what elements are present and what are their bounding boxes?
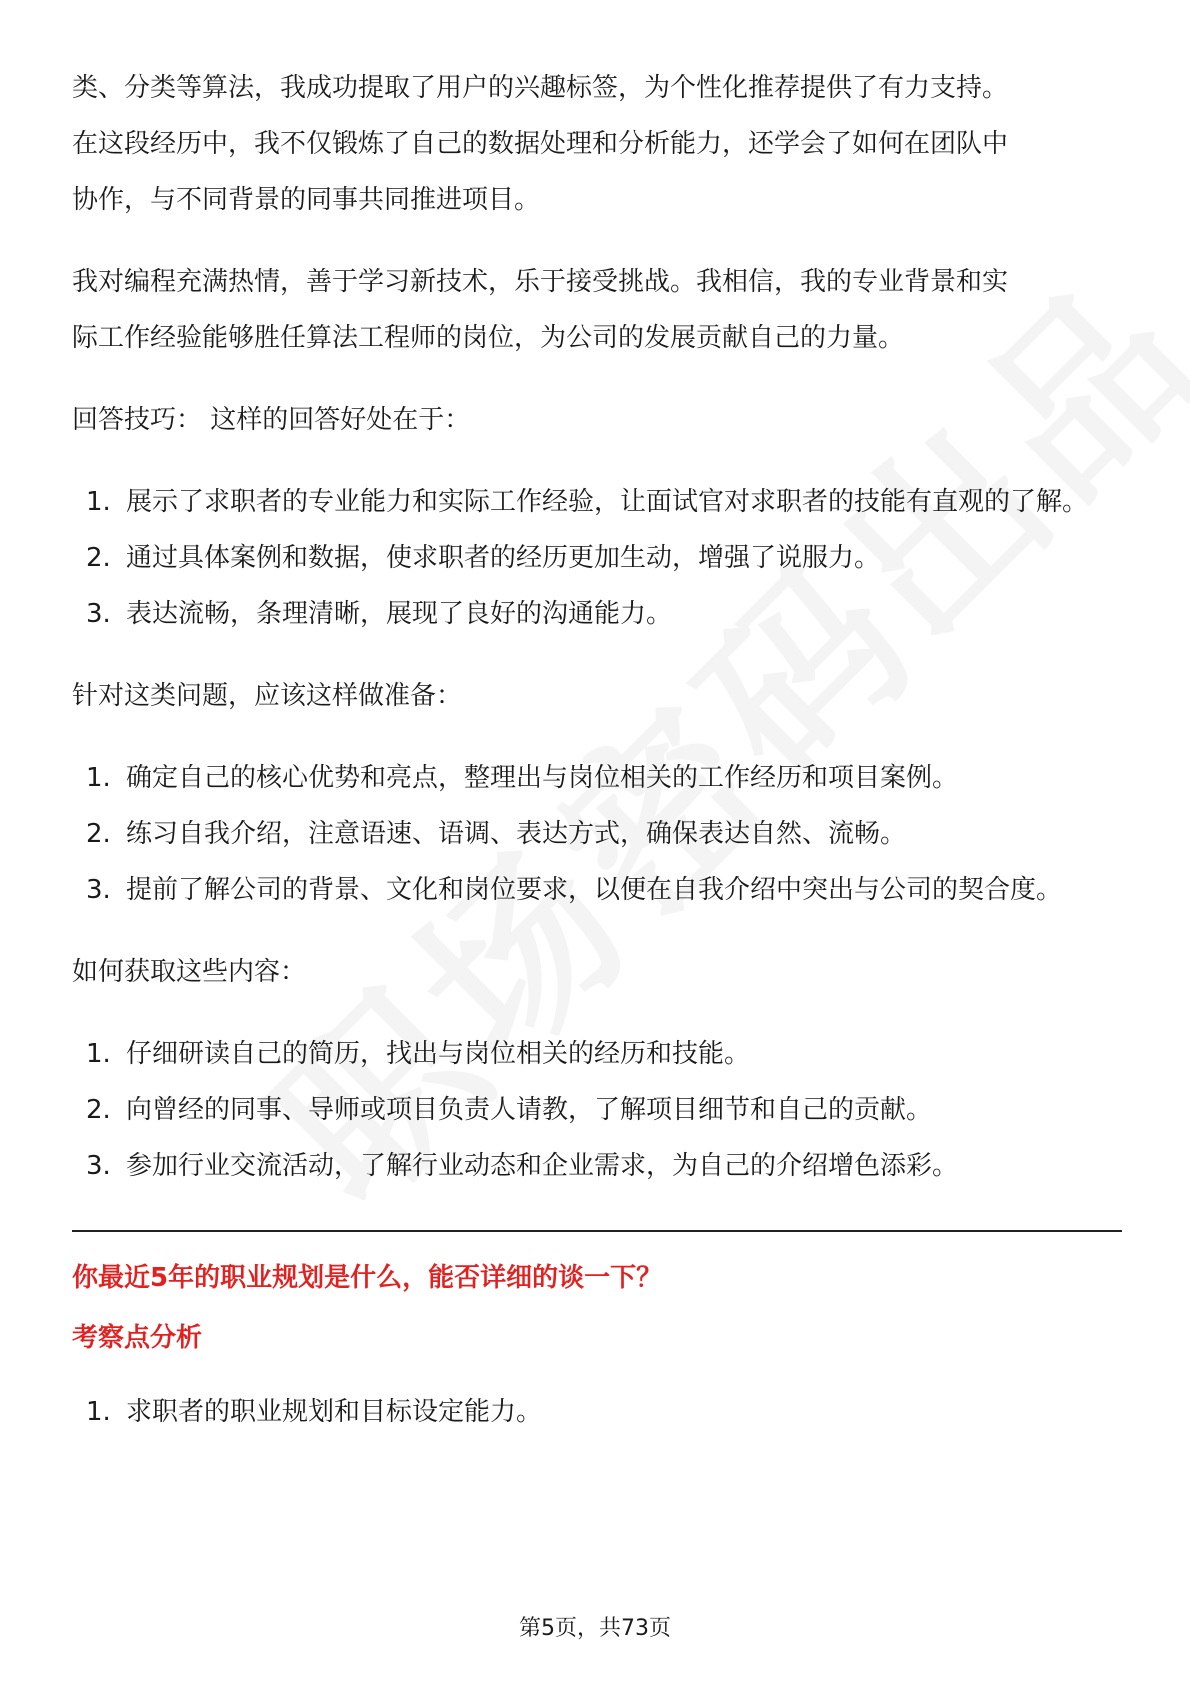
list-text: 表达流畅，条理清晰，展现了良好的沟通能力。 <box>126 599 673 629</box>
list-number: 3. <box>86 599 111 629</box>
list-number: 2. <box>86 1095 111 1125</box>
analysis-list <box>72 1384 1122 1440</box>
prepare-label: 针对这类问题，应该这样做准备： <box>72 681 463 711</box>
list-item <box>72 1138 1122 1194</box>
section-divider <box>72 1230 1122 1232</box>
analysis-subhead: 考察点分析 <box>72 1323 203 1353</box>
list-item <box>72 474 1122 530</box>
list-item <box>72 1384 1122 1440</box>
list-item <box>72 862 1122 918</box>
closing-line: 我对编程充满热情，善于学习新技术，乐于接受挑战。我相信，我的专业背景和实 <box>72 267 1009 297</box>
list-text: 通过具体案例和数据，使求职者的经历更加生动，增强了说服力。 <box>126 543 881 573</box>
list-number: 2. <box>86 543 111 573</box>
list-number: 1. <box>86 487 111 517</box>
list-text: 练习自我介绍，注意语速、语调、表达方式，确保表达自然、流畅。 <box>126 819 907 849</box>
list-item <box>72 750 1122 806</box>
obtain-label: 如何获取这些内容： <box>72 957 307 987</box>
page-footer: 第5页，共73页 <box>519 1616 671 1641</box>
list-item <box>72 530 1122 586</box>
list-item <box>72 586 1122 642</box>
list-text: 展示了求职者的专业能力和实际工作经验，让面试官对求职者的技能有直观的了解。 <box>126 487 1089 517</box>
intro-line: 在这段经历中，我不仅锻炼了自己的数据处理和分析能力，还学会了如何在团队中 <box>72 129 1009 159</box>
list-number: 3. <box>86 875 111 905</box>
list-text: 求职者的职业规划和目标设定能力。 <box>126 1397 543 1427</box>
list-text: 提前了解公司的背景、文化和岗位要求，以便在自我介绍中突出与公司的契合度。 <box>126 875 1063 905</box>
list-text: 确定自己的核心优势和亮点，整理出与岗位相关的工作经历和项目案例。 <box>126 763 959 793</box>
obtain-list <box>72 1026 1122 1194</box>
list-item <box>72 806 1122 862</box>
list-item <box>72 1026 1122 1082</box>
list-number: 1. <box>86 763 111 793</box>
list-item <box>72 1082 1122 1138</box>
question-title: 你最近5年的职业规划是什么，能否详细的谈一下？ <box>72 1263 663 1293</box>
list-number: 1. <box>86 1397 111 1427</box>
prepare-list <box>72 750 1122 918</box>
list-number: 1. <box>86 1039 111 1069</box>
list-number: 3. <box>86 1151 111 1181</box>
intro-line: 类、分类等算法，我成功提取了用户的兴趣标签，为个性化推荐提供了有力支持。 <box>72 73 1009 103</box>
list-number: 2. <box>86 819 111 849</box>
closing-line: 际工作经验能够胜任算法工程师的岗位，为公司的发展贡献自己的力量。 <box>72 323 905 353</box>
list-text: 参加行业交流活动，了解行业动态和企业需求，为自己的介绍增色添彩。 <box>126 1151 959 1181</box>
tips-list <box>72 474 1122 642</box>
list-text: 向曾经的同事、导师或项目负责人请教，了解项目细节和自己的贡献。 <box>126 1095 933 1125</box>
intro-paragraph <box>72 60 1122 228</box>
tips-label: 回答技巧： 这样的回答好处在于： <box>72 405 471 435</box>
list-text: 仔细研读自己的简历，找出与岗位相关的经历和技能。 <box>126 1039 751 1069</box>
intro-line: 协作，与不同背景的同事共同推进项目。 <box>72 185 541 215</box>
page-content <box>72 60 1122 1466</box>
closing-paragraph <box>72 254 1122 366</box>
